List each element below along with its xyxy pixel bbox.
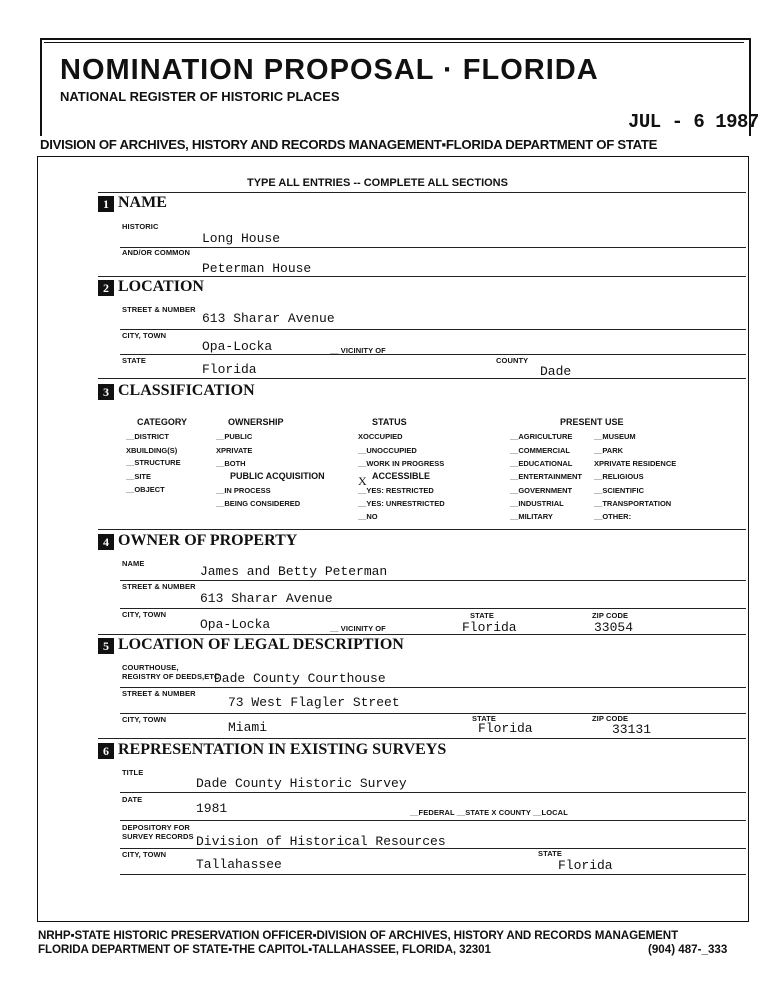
present-use-option[interactable]: __ENTERTAINMENT — [510, 472, 582, 481]
ownership-heading: OWNERSHIP — [228, 417, 284, 427]
present-use-option[interactable]: __AGRICULTURE — [510, 432, 573, 441]
section-6-number: 6 — [98, 743, 114, 759]
courthouse-field[interactable]: Dade County Courthouse — [214, 671, 386, 686]
state-field[interactable]: Florida — [202, 362, 257, 377]
owner-city-field[interactable]: Opa-Locka — [200, 617, 271, 632]
legal-city-label: CITY, TOWN — [122, 715, 167, 724]
present-use-option[interactable]: __OTHER: — [594, 512, 632, 521]
legal-zip-field[interactable]: 33131 — [612, 722, 652, 737]
footer-line-1: NRHP▪STATE HISTORIC PRESERVATION OFFICER▪DIVISION OF ARCHIVES, HISTORY AND RECORDS MANAGEMENT — [38, 929, 679, 942]
common-name-label: AND/OR COMMON — [122, 248, 190, 257]
section-1-title: NAME — [118, 194, 167, 211]
present-use-option[interactable]: __PARK — [594, 446, 624, 455]
state-label: STATE — [122, 356, 146, 365]
legal-street-label: STREET & NUMBER — [122, 689, 196, 698]
category-option[interactable]: __STRUCTURE — [126, 458, 181, 467]
historic-label: HISTORIC — [122, 222, 159, 231]
section-6-rule-b — [120, 820, 746, 821]
owner-name-label: NAME — [122, 559, 145, 568]
section-6-rule-a — [120, 792, 746, 793]
common-name-field[interactable]: Peterman House — [202, 261, 312, 276]
present-use-option[interactable]: XPRIVATE RESIDENCE — [594, 459, 677, 468]
section-2-rule-b — [120, 354, 746, 355]
owner-zip-label: ZIP CODE — [592, 611, 629, 620]
depository-label: DEPOSITORY FOR — [122, 823, 190, 832]
vicinity-label: __ VICINITY OF — [330, 346, 386, 355]
division-banner: DIVISION OF ARCHIVES, HISTORY AND RECORDS MANAGEMENT▪FLORIDA DEPARTMENT OF STATE — [40, 137, 658, 152]
section-4-end-rule — [98, 634, 746, 635]
city-label: CITY, TOWN — [122, 331, 167, 340]
survey-title-label: TITLE — [122, 768, 144, 777]
section-2-end-rule — [98, 378, 746, 379]
status-option[interactable]: __UNOCCUPIED — [358, 446, 417, 455]
legal-state-field[interactable]: Florida — [478, 721, 533, 736]
instructions: TYPE ALL ENTRIES -- COMPLETE ALL SECTIONS — [247, 177, 508, 189]
footer-phone: (904) 487-_333 — [648, 943, 728, 956]
section-1-number: 1 — [98, 196, 114, 212]
survey-city-field[interactable]: Tallahassee — [196, 857, 282, 872]
survey-state-field[interactable]: Florida — [558, 858, 613, 873]
acquisition-option[interactable]: __BEING CONSIDERED — [216, 499, 301, 508]
section-6-end-rule — [120, 874, 746, 875]
legal-zip-label: ZIP CODE — [592, 714, 629, 723]
present-use-option[interactable]: __INDUSTRIAL — [510, 499, 564, 508]
acquisition-option[interactable]: __IN PROCESS — [216, 486, 271, 495]
section-3-number: 3 — [98, 384, 114, 400]
legal-city-field[interactable]: Miami — [228, 720, 268, 735]
instructions-rule — [98, 192, 746, 193]
present-use-heading: PRESENT USE — [560, 417, 624, 427]
survey-date-field[interactable]: 1981 — [196, 801, 228, 816]
survey-city-label: CITY, TOWN — [122, 850, 167, 859]
status-heading: STATUS — [372, 417, 407, 427]
ownership-option[interactable]: __BOTH — [216, 459, 246, 468]
owner-state-field[interactable]: Florida — [462, 620, 517, 635]
present-use-option[interactable]: __EDUCATIONAL — [510, 459, 573, 468]
section-3-end-rule — [98, 529, 746, 530]
section-6-rule-c — [120, 848, 746, 849]
accessible-option[interactable]: __NO — [358, 512, 378, 521]
section-1-rule — [120, 247, 746, 248]
present-use-option[interactable]: __COMMERCIAL — [510, 446, 571, 455]
accessible-option[interactable]: __YES: RESTRICTED — [358, 486, 434, 495]
section-5-end-rule — [98, 738, 746, 739]
survey-title-field[interactable]: Dade County Historic Survey — [196, 776, 407, 791]
section-4-number: 4 — [98, 534, 114, 550]
county-label: COUNTY — [496, 356, 529, 365]
survey-state-label: STATE — [538, 849, 562, 858]
legal-street-field[interactable]: 73 West Flagler Street — [228, 695, 400, 710]
accessible-mark: X — [358, 474, 367, 488]
section-5-number: 5 — [98, 638, 114, 654]
section-4-rule-b — [120, 608, 746, 609]
section-1-end-rule — [98, 276, 746, 277]
present-use-option[interactable]: __GOVERNMENT — [510, 486, 573, 495]
accessible-option[interactable]: __YES: UNRESTRICTED — [358, 499, 445, 508]
county-field[interactable]: Dade — [540, 364, 572, 379]
section-3-title: CLASSIFICATION — [118, 382, 255, 399]
depository-field[interactable]: Division of Historical Resources — [196, 834, 446, 849]
section-5-title: LOCATION OF LEGAL DESCRIPTION — [118, 636, 404, 653]
category-option[interactable]: XBUILDING(S) — [126, 446, 178, 455]
survey-level-options[interactable]: __FEDERAL __STATE X COUNTY __LOCAL — [410, 808, 568, 817]
present-use-option[interactable]: __SCIENTIFIC — [594, 486, 645, 495]
footer-line-2: FLORIDA DEPARTMENT OF STATE▪THE CAPITOL▪TALLAHASSEE, FLORIDA, 32301 — [38, 943, 491, 956]
survey-date-label: DATE — [122, 795, 143, 804]
status-option[interactable]: XOCCUPIED — [358, 432, 403, 441]
owner-zip-field[interactable]: 33054 — [594, 620, 634, 635]
section-2-rule-a — [120, 329, 746, 330]
public-acquisition-heading: PUBLIC ACQUISITION — [230, 471, 325, 481]
street-field[interactable]: 613 Sharar Avenue — [202, 311, 335, 326]
section-6-title: REPRESENTATION IN EXISTING SURVEYS — [118, 741, 447, 758]
owner-street-field[interactable]: 613 Sharar Avenue — [200, 591, 333, 606]
owner-name-field[interactable]: James and Betty Peterman — [200, 564, 388, 579]
courthouse-label: COURTHOUSE, — [122, 663, 179, 672]
form-title: NOMINATION PROPOSAL · FLORIDA — [60, 54, 599, 86]
section-5-rule-b — [120, 713, 746, 714]
historic-name-field[interactable]: Long House — [202, 231, 281, 246]
legal-state-label: STATE — [472, 714, 496, 723]
received-date-stamp: JUL - 6 1987 — [628, 111, 759, 133]
category-option[interactable]: __DISTRICT — [126, 432, 169, 441]
present-use-option[interactable]: __MILITARY — [510, 512, 553, 521]
present-use-option[interactable]: __TRANSPORTATION — [594, 499, 672, 508]
ownership-option[interactable]: __PUBLIC — [216, 432, 253, 441]
section-2-number: 2 — [98, 280, 114, 296]
owner-street-label: STREET & NUMBER — [122, 582, 196, 591]
form-subtitle: NATIONAL REGISTER OF HISTORIC PLACES — [60, 89, 340, 104]
owner-vicinity-label: __ VICINITY OF — [330, 624, 386, 633]
status-option[interactable]: __WORK IN PROGRESS — [358, 459, 445, 468]
header-inner-line — [44, 42, 744, 43]
registry-label: REGISTRY OF DEEDS,ETC. — [122, 672, 222, 681]
present-use-option[interactable]: __MUSEUM — [594, 432, 636, 441]
category-option[interactable]: __SITE — [126, 472, 152, 481]
ownership-option[interactable]: XPRIVATE — [216, 446, 253, 455]
section-2-title: LOCATION — [118, 278, 204, 295]
owner-state-label: STATE — [470, 611, 494, 620]
street-label: STREET & NUMBER — [122, 305, 196, 314]
survey-records-label: SURVEY RECORDS — [122, 832, 194, 841]
section-4-title: OWNER OF PROPERTY — [118, 532, 298, 549]
present-use-option[interactable]: __RELIGIOUS — [594, 472, 644, 481]
section-4-rule-a — [120, 580, 746, 581]
accessible-heading: ACCESSIBLE — [372, 471, 431, 481]
city-field[interactable]: Opa-Locka — [202, 339, 273, 354]
section-5-rule-a — [120, 687, 746, 688]
category-option[interactable]: __OBJECT — [126, 485, 165, 494]
owner-city-label: CITY, TOWN — [122, 610, 167, 619]
category-heading: CATEGORY — [137, 417, 188, 427]
